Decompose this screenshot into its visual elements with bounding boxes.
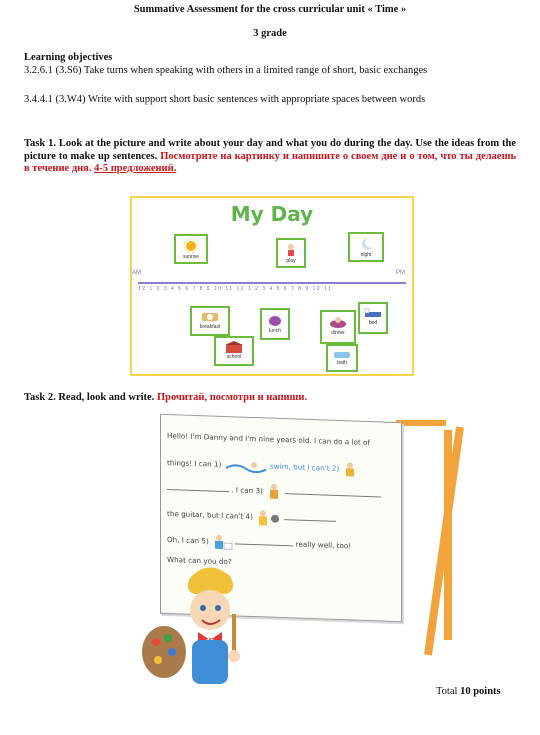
card-school-label: school [226, 354, 242, 360]
task1-russian: Посмотрите на картинку и напишите о своем дне и о том, что ты делаешь в течение дня. [24, 150, 516, 174]
board-line-5 [167, 531, 351, 555]
card-sunrise-label: sunrise [182, 254, 200, 260]
card-bath [326, 344, 358, 372]
card-play [276, 238, 306, 268]
document-title: Summative Assessment for the cross curricular unit « Time » [133, 4, 407, 15]
timeline-hours: 12 1 2 3 4 5 6 7 8 9 10 11 12 1 2 3 4 5 6 7 8 9 10 11 [138, 286, 333, 292]
task2-instructions [24, 392, 307, 403]
task1-sentence-count: 4-5 предложений. [94, 163, 177, 174]
moon-icon [357, 236, 375, 252]
task2-english: Task 2. Read, look and write. [24, 392, 155, 403]
easel-top [396, 420, 446, 426]
card-bath-label: bath [337, 360, 347, 366]
card-sunrise [174, 234, 208, 264]
board-line-6: What can you do? [167, 555, 232, 567]
card-bed [358, 302, 388, 334]
lunch-icon [267, 312, 283, 328]
grade-label: 3 grade [253, 28, 287, 39]
board-line-3 [167, 479, 381, 504]
timeline [138, 282, 406, 284]
objective-2: 3.4.4.1 (3.W4) Write with support short basic sentences with appropriate spaces between words [24, 94, 426, 105]
task1-instructions [24, 138, 516, 176]
card-bed-label: bed [368, 320, 378, 326]
play-icon [283, 242, 299, 258]
board-line-3-text: . I can 3) [231, 485, 263, 496]
board-line-2b: swim, but I can't 2) [269, 461, 340, 474]
card-dinner [320, 310, 356, 344]
objective-1: 3.2.6.1 (3.S6) Take turns when speaking with others in a limited range of short, basic exchanges [24, 65, 428, 76]
board-line-5b: really well, too! [295, 539, 352, 551]
card-dinner-label: dinner [331, 330, 345, 336]
boy-picture-3-icon [265, 482, 283, 501]
board-line-4 [167, 505, 336, 529]
dinner-icon [328, 314, 348, 330]
boy-picture-4-icon [255, 508, 281, 527]
boy-drawing-icon [211, 533, 233, 552]
card-lunch-label: lunch [269, 328, 281, 334]
task1-english: Task 1. Look at the picture and write about your day and what you do during the day. Use the ideas from the picture to make up sentences. [24, 138, 516, 162]
boy-picture-2-icon [341, 461, 359, 478]
card-breakfast [190, 306, 230, 336]
bed-icon [364, 306, 382, 320]
answer-blank-1[interactable] [167, 482, 229, 492]
board-line-2a: things! I can 1) [167, 458, 222, 469]
objectives-heading: Learning objectives [24, 52, 113, 63]
task2-russian: Прочитай, посмотри и напиши. [156, 392, 308, 403]
answer-blank-2[interactable] [285, 486, 381, 497]
card-night [348, 232, 384, 262]
breakfast-icon [200, 310, 220, 324]
bath-icon [333, 348, 351, 360]
my-day-picture [130, 196, 414, 376]
board-line-5a: Oh, I can 5) [167, 535, 209, 546]
card-play-label: play [286, 258, 296, 264]
total-value: 10 points [460, 686, 501, 697]
total-points [436, 686, 501, 697]
card-lunch [260, 308, 290, 340]
my-day-title: My Day [230, 202, 314, 226]
school-icon [224, 340, 244, 354]
swimming-boy-icon [224, 458, 268, 474]
board-line-4-text: the guitar, but I can't 4) [167, 509, 253, 522]
painter-boy-icon [134, 560, 264, 700]
am-label: AM [132, 270, 141, 276]
pm-label: PM [396, 270, 405, 276]
board-line-2 [167, 455, 359, 478]
sun-icon [183, 238, 199, 254]
total-label: Total [436, 686, 458, 697]
easel-frame [396, 430, 452, 640]
answer-blank-4[interactable] [235, 536, 293, 546]
board-line-1: Hello! I'm Danny and I'm nine years old. I can do a lot of [167, 431, 370, 448]
card-breakfast-label: breakfast [199, 324, 221, 330]
card-school [214, 336, 254, 366]
card-night-label: night [360, 252, 372, 258]
answer-blank-3[interactable] [284, 512, 336, 522]
